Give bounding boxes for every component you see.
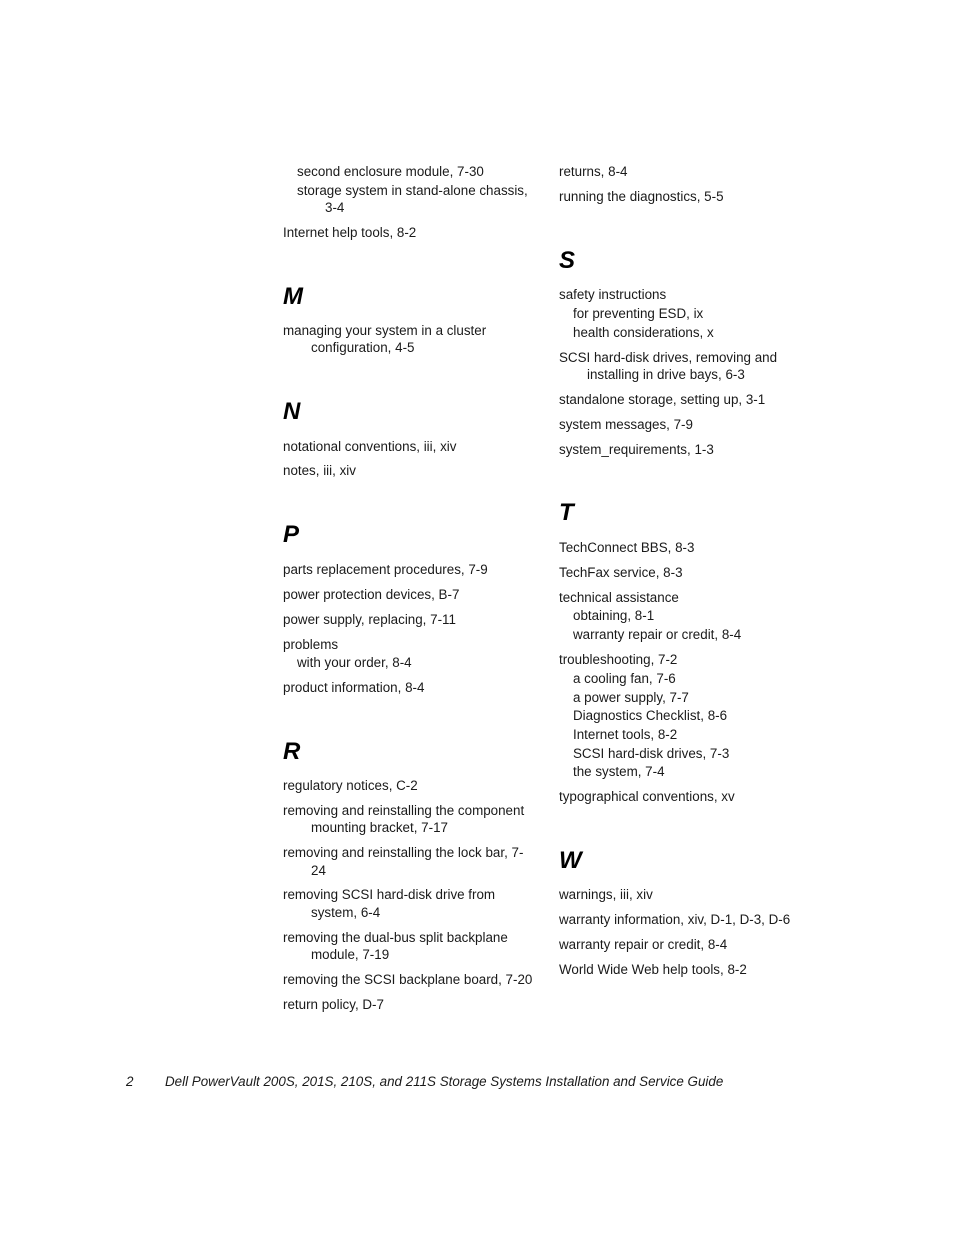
index-entry-continuation: 24 (311, 863, 326, 878)
index-entry: standalone storage, setting up, 3-1 (559, 392, 766, 407)
index-entry: removing and reinstalling the component (283, 803, 525, 818)
index-subentry: Internet tools, 8-2 (573, 727, 678, 742)
document-title: Dell PowerVault 200S, 201S, 210S, and 211S Storage Systems Installation and Service Guide (165, 1074, 724, 1089)
index-entry: warnings, iii, xiv (559, 887, 653, 902)
page-number: 2 (126, 1074, 134, 1089)
index-entry: troubleshooting, 7-2 (559, 652, 678, 667)
index-entry: running the diagnostics, 5-5 (559, 189, 724, 204)
index-entry: power protection devices, B-7 (283, 587, 460, 602)
index-subentry: SCSI hard-disk drives, 7-3 (573, 746, 730, 761)
index-subentry: Diagnostics Checklist, 8-6 (573, 708, 728, 723)
section-letter-s: S (559, 247, 576, 274)
index-entry: return policy, D-7 (283, 997, 384, 1012)
index-entry: regulatory notices, C-2 (283, 778, 418, 793)
index-entry: removing the dual-bus split backplane (283, 930, 508, 945)
section-letter-t: T (559, 499, 574, 526)
index-entry: problems (283, 637, 339, 652)
index-entry: safety instructions (559, 287, 667, 302)
index-entry: system_requirements, 1-3 (559, 442, 714, 457)
section-letter-m: M (283, 283, 303, 310)
index-subentry: a cooling fan, 7-6 (573, 671, 676, 686)
index-entry: notational conventions, iii, xiv (283, 439, 457, 454)
index-entry: removing and reinstalling the lock bar, 7- (283, 845, 524, 860)
section-letter-w: W (559, 847, 582, 874)
index-subentry: with your order, 8-4 (297, 655, 412, 670)
index-subentry: warranty repair or credit, 8-4 (573, 627, 742, 642)
index-entry: warranty information, xiv, D-1, D-3, D-6 (559, 912, 791, 927)
index-entry: TechFax service, 8-3 (559, 565, 683, 580)
index-entry: TechConnect BBS, 8-3 (559, 540, 695, 555)
index-entry: system messages, 7-9 (559, 417, 693, 432)
index-entry: managing your system in a cluster (283, 323, 487, 338)
index-entry: warranty repair or credit, 8-4 (559, 937, 728, 952)
index-entry: product information, 8-4 (283, 680, 425, 695)
index-subentry: the system, 7-4 (573, 764, 665, 779)
index-subentry: health considerations, x (573, 325, 714, 340)
index-entry: SCSI hard-disk drives, removing and (559, 350, 778, 365)
index-entry: removing SCSI hard-disk drive from (283, 887, 496, 902)
index-entry-continuation: 3-4 (325, 200, 345, 215)
index-entry: notes, iii, xiv (283, 463, 356, 478)
index-entry-continuation: installing in drive bays, 6-3 (587, 367, 745, 382)
index-entry: storage system in stand-alone chassis, (297, 183, 528, 198)
index-entry: World Wide Web help tools, 8-2 (559, 962, 747, 977)
index-subentry: for preventing ESD, ix (573, 306, 704, 321)
index-entry: Internet help tools, 8-2 (283, 225, 417, 240)
index-entry-continuation: mounting bracket, 7-17 (311, 820, 448, 835)
section-letter-n: N (283, 398, 301, 425)
index-entry: returns, 8-4 (559, 164, 628, 179)
index-subentry: obtaining, 8-1 (573, 608, 655, 623)
index-entry: removing the SCSI backplane board, 7-20 (283, 972, 533, 987)
index-entry: typographical conventions, xv (559, 789, 735, 804)
index-entry-continuation: module, 7-19 (311, 947, 390, 962)
section-letter-p: P (283, 521, 300, 548)
section-letter-r: R (283, 738, 301, 765)
page-footer (0, 1073, 954, 1093)
index-entry: parts replacement procedures, 7-9 (283, 562, 488, 577)
index-entry: technical assistance (559, 590, 679, 605)
index-entry-continuation: system, 6-4 (311, 905, 381, 920)
index-entry: second enclosure module, 7-30 (297, 164, 484, 179)
index-entry: power supply, replacing, 7-11 (283, 612, 456, 627)
index-subentry: a power supply, 7-7 (573, 690, 689, 705)
index-entry-continuation: configuration, 4-5 (311, 340, 415, 355)
